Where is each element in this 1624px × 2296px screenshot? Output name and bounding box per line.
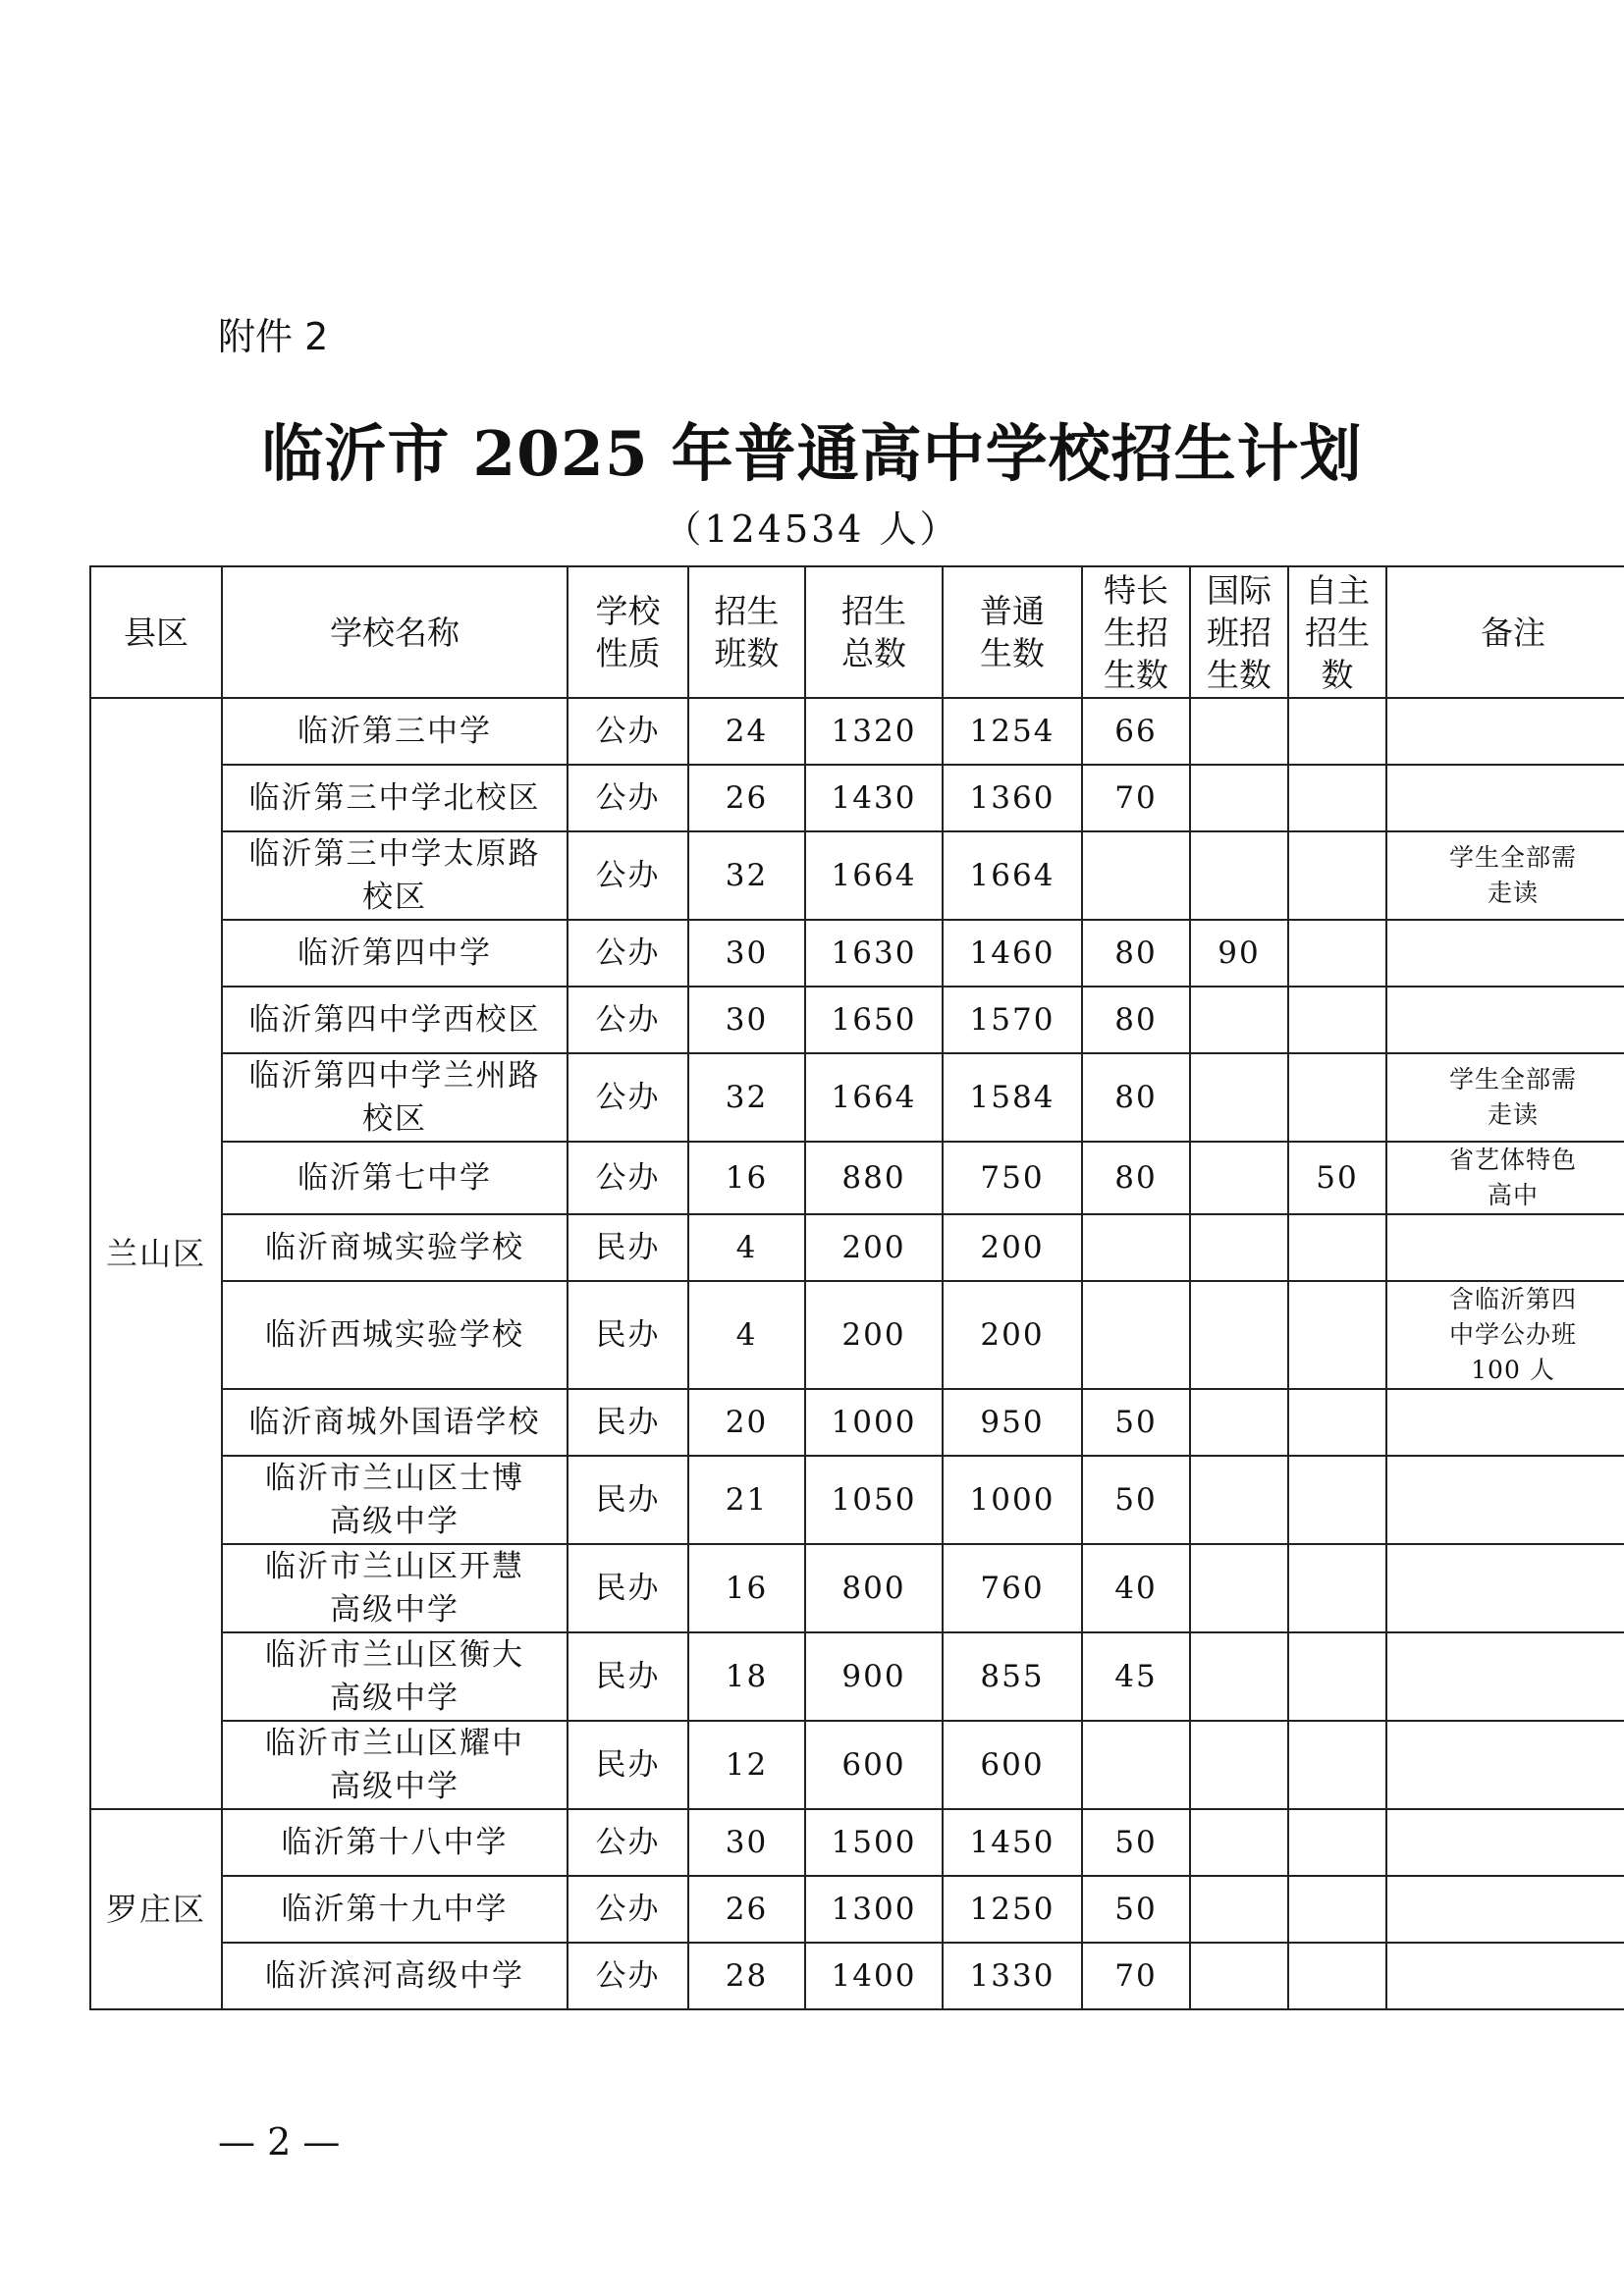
total-enrollment-cell: 800 xyxy=(805,1544,943,1632)
international-students-cell xyxy=(1190,1281,1288,1389)
table-row xyxy=(90,1281,1624,1389)
specialty-students-cell: 80 xyxy=(1082,1142,1190,1214)
table-row xyxy=(90,1389,1624,1456)
remarks-cell: 学生全部需 走读 xyxy=(1386,1053,1624,1142)
specialty-students-cell: 50 xyxy=(1082,1389,1190,1456)
specialty-students-cell: 70 xyxy=(1082,765,1190,831)
class-count-cell: 12 xyxy=(688,1721,805,1809)
international-students-cell xyxy=(1190,1809,1288,1876)
remarks-cell xyxy=(1386,1632,1624,1721)
international-students-cell xyxy=(1190,831,1288,920)
class-count-cell: 30 xyxy=(688,920,805,987)
table-row xyxy=(90,1721,1624,1809)
table-row xyxy=(90,698,1624,765)
table-row xyxy=(90,765,1624,831)
header-school-type: 学校 性质 xyxy=(568,566,688,698)
total-enrollment-cell: 1000 xyxy=(805,1389,943,1456)
independent-enrollment-cell xyxy=(1288,1721,1386,1809)
class-count-cell: 30 xyxy=(688,1809,805,1876)
remarks-cell xyxy=(1386,1876,1624,1943)
specialty-students-cell: 66 xyxy=(1082,698,1190,765)
independent-enrollment-cell xyxy=(1288,1544,1386,1632)
table-row xyxy=(90,1809,1624,1876)
total-enrollment-cell: 1050 xyxy=(805,1456,943,1544)
international-students-cell xyxy=(1190,1721,1288,1809)
class-count-cell: 18 xyxy=(688,1632,805,1721)
page-number: — 2 — xyxy=(218,2120,341,2163)
specialty-students-cell: 50 xyxy=(1082,1876,1190,1943)
remarks-cell xyxy=(1386,1544,1624,1632)
regular-students-cell: 950 xyxy=(943,1389,1082,1456)
specialty-students-cell: 45 xyxy=(1082,1632,1190,1721)
regular-students-cell: 1250 xyxy=(943,1876,1082,1943)
school-type-cell: 民办 xyxy=(568,1632,688,1721)
total-enrollment-cell: 1400 xyxy=(805,1943,943,2009)
regular-students-cell: 1450 xyxy=(943,1809,1082,1876)
specialty-students-cell: 80 xyxy=(1082,987,1190,1053)
international-students-cell xyxy=(1190,1876,1288,1943)
school-name-cell: 临沂第十九中学 xyxy=(222,1876,568,1943)
class-count-cell: 32 xyxy=(688,831,805,920)
class-count-cell: 26 xyxy=(688,1876,805,1943)
header-international-students: 国际 班招 生数 xyxy=(1190,566,1288,698)
school-type-cell: 民办 xyxy=(568,1721,688,1809)
school-type-cell: 公办 xyxy=(568,1142,688,1214)
school-type-cell: 公办 xyxy=(568,987,688,1053)
specialty-students-cell: 80 xyxy=(1082,1053,1190,1142)
remarks-cell xyxy=(1386,987,1624,1053)
class-count-cell: 28 xyxy=(688,1943,805,2009)
international-students-cell xyxy=(1190,1214,1288,1281)
specialty-students-cell xyxy=(1082,1214,1190,1281)
header-district: 县区 xyxy=(90,566,222,698)
school-type-cell: 公办 xyxy=(568,1053,688,1142)
remarks-cell: 含临沂第四 中学公办班 100 人 xyxy=(1386,1281,1624,1389)
total-enrollment: （124534 人） xyxy=(664,507,960,551)
district-cell: 兰山区 xyxy=(90,698,222,1809)
attachment-label: 附件 2 xyxy=(218,315,329,358)
total-enrollment-cell: 1300 xyxy=(805,1876,943,1943)
header-total-enrollment: 招生 总数 xyxy=(805,566,943,698)
school-name-cell: 临沂第十八中学 xyxy=(222,1809,568,1876)
remarks-cell xyxy=(1386,1721,1624,1809)
specialty-students-cell xyxy=(1082,1281,1190,1389)
school-type-cell: 公办 xyxy=(568,831,688,920)
school-name-cell: 临沂市兰山区耀中 高级中学 xyxy=(222,1721,568,1809)
table-row xyxy=(90,1632,1624,1721)
total-enrollment-cell: 900 xyxy=(805,1632,943,1721)
specialty-students-cell: 40 xyxy=(1082,1544,1190,1632)
table-row xyxy=(90,1876,1624,1943)
regular-students-cell: 1570 xyxy=(943,987,1082,1053)
total-enrollment-cell: 1664 xyxy=(805,831,943,920)
school-name-cell: 临沂第四中学西校区 xyxy=(222,987,568,1053)
independent-enrollment-cell xyxy=(1288,1876,1386,1943)
school-type-cell: 民办 xyxy=(568,1389,688,1456)
independent-enrollment-cell xyxy=(1288,1943,1386,2009)
total-enrollment-cell: 1630 xyxy=(805,920,943,987)
class-count-cell: 16 xyxy=(688,1142,805,1214)
school-type-cell: 民办 xyxy=(568,1544,688,1632)
remarks-cell xyxy=(1386,1943,1624,2009)
school-name-cell: 临沂市兰山区士博 高级中学 xyxy=(222,1456,568,1544)
total-enrollment-cell: 1500 xyxy=(805,1809,943,1876)
specialty-students-cell: 50 xyxy=(1082,1456,1190,1544)
remarks-cell xyxy=(1386,1389,1624,1456)
class-count-cell: 30 xyxy=(688,987,805,1053)
remarks-cell xyxy=(1386,1214,1624,1281)
regular-students-cell: 200 xyxy=(943,1281,1082,1389)
school-type-cell: 民办 xyxy=(568,1456,688,1544)
specialty-students-cell: 50 xyxy=(1082,1809,1190,1876)
school-type-cell: 公办 xyxy=(568,698,688,765)
regular-students-cell: 600 xyxy=(943,1721,1082,1809)
school-name-cell: 临沂商城实验学校 xyxy=(222,1214,568,1281)
regular-students-cell: 1360 xyxy=(943,765,1082,831)
table-row xyxy=(90,1214,1624,1281)
specialty-students-cell xyxy=(1082,831,1190,920)
international-students-cell xyxy=(1190,698,1288,765)
school-type-cell: 公办 xyxy=(568,765,688,831)
regular-students-cell: 855 xyxy=(943,1632,1082,1721)
table-row xyxy=(90,920,1624,987)
table-body xyxy=(90,698,1624,2009)
remarks-cell: 学生全部需 走读 xyxy=(1386,831,1624,920)
header-specialty-students: 特长 生招 生数 xyxy=(1082,566,1190,698)
independent-enrollment-cell: 50 xyxy=(1288,1142,1386,1214)
school-type-cell: 公办 xyxy=(568,920,688,987)
school-name-cell: 临沂第三中学北校区 xyxy=(222,765,568,831)
class-count-cell: 20 xyxy=(688,1389,805,1456)
district-cell: 罗庄区 xyxy=(90,1809,222,2009)
regular-students-cell: 1460 xyxy=(943,920,1082,987)
total-enrollment-cell: 200 xyxy=(805,1281,943,1389)
header-class-count: 招生 班数 xyxy=(688,566,805,698)
table-row xyxy=(90,831,1624,920)
independent-enrollment-cell xyxy=(1288,698,1386,765)
remarks-cell xyxy=(1386,698,1624,765)
independent-enrollment-cell xyxy=(1288,1053,1386,1142)
total-enrollment-cell: 200 xyxy=(805,1214,943,1281)
regular-students-cell: 1254 xyxy=(943,698,1082,765)
total-enrollment-cell: 1650 xyxy=(805,987,943,1053)
school-name-cell: 临沂第七中学 xyxy=(222,1142,568,1214)
school-name-cell: 临沂第四中学兰州路 校区 xyxy=(222,1053,568,1142)
remarks-cell xyxy=(1386,1456,1624,1544)
specialty-students-cell: 80 xyxy=(1082,920,1190,987)
header-school-name: 学校名称 xyxy=(222,566,568,698)
international-students-cell xyxy=(1190,765,1288,831)
school-name-cell: 临沂第三中学太原路 校区 xyxy=(222,831,568,920)
school-name-cell: 临沂商城外国语学校 xyxy=(222,1389,568,1456)
school-type-cell: 公办 xyxy=(568,1809,688,1876)
header-independent-enrollment: 自主 招生 数 xyxy=(1288,566,1386,698)
header-regular-students: 普通 生数 xyxy=(943,566,1082,698)
specialty-students-cell: 70 xyxy=(1082,1943,1190,2009)
table-row xyxy=(90,1053,1624,1142)
international-students-cell xyxy=(1190,1142,1288,1214)
remarks-cell xyxy=(1386,1809,1624,1876)
remarks-cell xyxy=(1386,765,1624,831)
independent-enrollment-cell xyxy=(1288,987,1386,1053)
school-type-cell: 公办 xyxy=(568,1876,688,1943)
independent-enrollment-cell xyxy=(1288,831,1386,920)
enrollment-plan-table xyxy=(89,565,1624,2010)
school-type-cell: 民办 xyxy=(568,1214,688,1281)
table-row xyxy=(90,1456,1624,1544)
regular-students-cell: 1664 xyxy=(943,831,1082,920)
international-students-cell xyxy=(1190,1053,1288,1142)
specialty-students-cell xyxy=(1082,1721,1190,1809)
regular-students-cell: 760 xyxy=(943,1544,1082,1632)
table-row xyxy=(90,987,1624,1053)
independent-enrollment-cell xyxy=(1288,765,1386,831)
total-enrollment-cell: 1320 xyxy=(805,698,943,765)
total-enrollment-cell: 880 xyxy=(805,1142,943,1214)
regular-students-cell: 1000 xyxy=(943,1456,1082,1544)
independent-enrollment-cell xyxy=(1288,1281,1386,1389)
class-count-cell: 16 xyxy=(688,1544,805,1632)
international-students-cell xyxy=(1190,1389,1288,1456)
school-type-cell: 民办 xyxy=(568,1281,688,1389)
table-row xyxy=(90,1943,1624,2009)
regular-students-cell: 750 xyxy=(943,1142,1082,1214)
regular-students-cell: 200 xyxy=(943,1214,1082,1281)
regular-students-cell: 1330 xyxy=(943,1943,1082,2009)
total-enrollment-cell: 1664 xyxy=(805,1053,943,1142)
independent-enrollment-cell xyxy=(1288,1389,1386,1456)
school-name-cell: 临沂市兰山区开慧 高级中学 xyxy=(222,1544,568,1632)
school-type-cell: 公办 xyxy=(568,1943,688,2009)
table-header-row xyxy=(90,566,1624,698)
independent-enrollment-cell xyxy=(1288,1456,1386,1544)
total-enrollment-cell: 1430 xyxy=(805,765,943,831)
remarks-cell: 省艺体特色 高中 xyxy=(1386,1142,1624,1214)
class-count-cell: 4 xyxy=(688,1281,805,1389)
school-name-cell: 临沂第四中学 xyxy=(222,920,568,987)
international-students-cell xyxy=(1190,1456,1288,1544)
total-enrollment-cell: 600 xyxy=(805,1721,943,1809)
independent-enrollment-cell xyxy=(1288,1632,1386,1721)
regular-students-cell: 1584 xyxy=(943,1053,1082,1142)
class-count-cell: 32 xyxy=(688,1053,805,1142)
international-students-cell xyxy=(1190,987,1288,1053)
table-row xyxy=(90,1544,1624,1632)
independent-enrollment-cell xyxy=(1288,1809,1386,1876)
table-row xyxy=(90,1142,1624,1214)
international-students-cell: 90 xyxy=(1190,920,1288,987)
header-remarks: 备注 xyxy=(1386,566,1624,698)
page-title: 临沂市 2025 年普通高中学校招生计划 xyxy=(261,417,1363,490)
international-students-cell xyxy=(1190,1544,1288,1632)
class-count-cell: 26 xyxy=(688,765,805,831)
independent-enrollment-cell xyxy=(1288,920,1386,987)
school-name-cell: 临沂西城实验学校 xyxy=(222,1281,568,1389)
class-count-cell: 21 xyxy=(688,1456,805,1544)
remarks-cell xyxy=(1386,920,1624,987)
independent-enrollment-cell xyxy=(1288,1214,1386,1281)
school-name-cell: 临沂滨河高级中学 xyxy=(222,1943,568,2009)
international-students-cell xyxy=(1190,1632,1288,1721)
school-name-cell: 临沂市兰山区衡大 高级中学 xyxy=(222,1632,568,1721)
school-name-cell: 临沂第三中学 xyxy=(222,698,568,765)
class-count-cell: 24 xyxy=(688,698,805,765)
international-students-cell xyxy=(1190,1943,1288,2009)
class-count-cell: 4 xyxy=(688,1214,805,1281)
